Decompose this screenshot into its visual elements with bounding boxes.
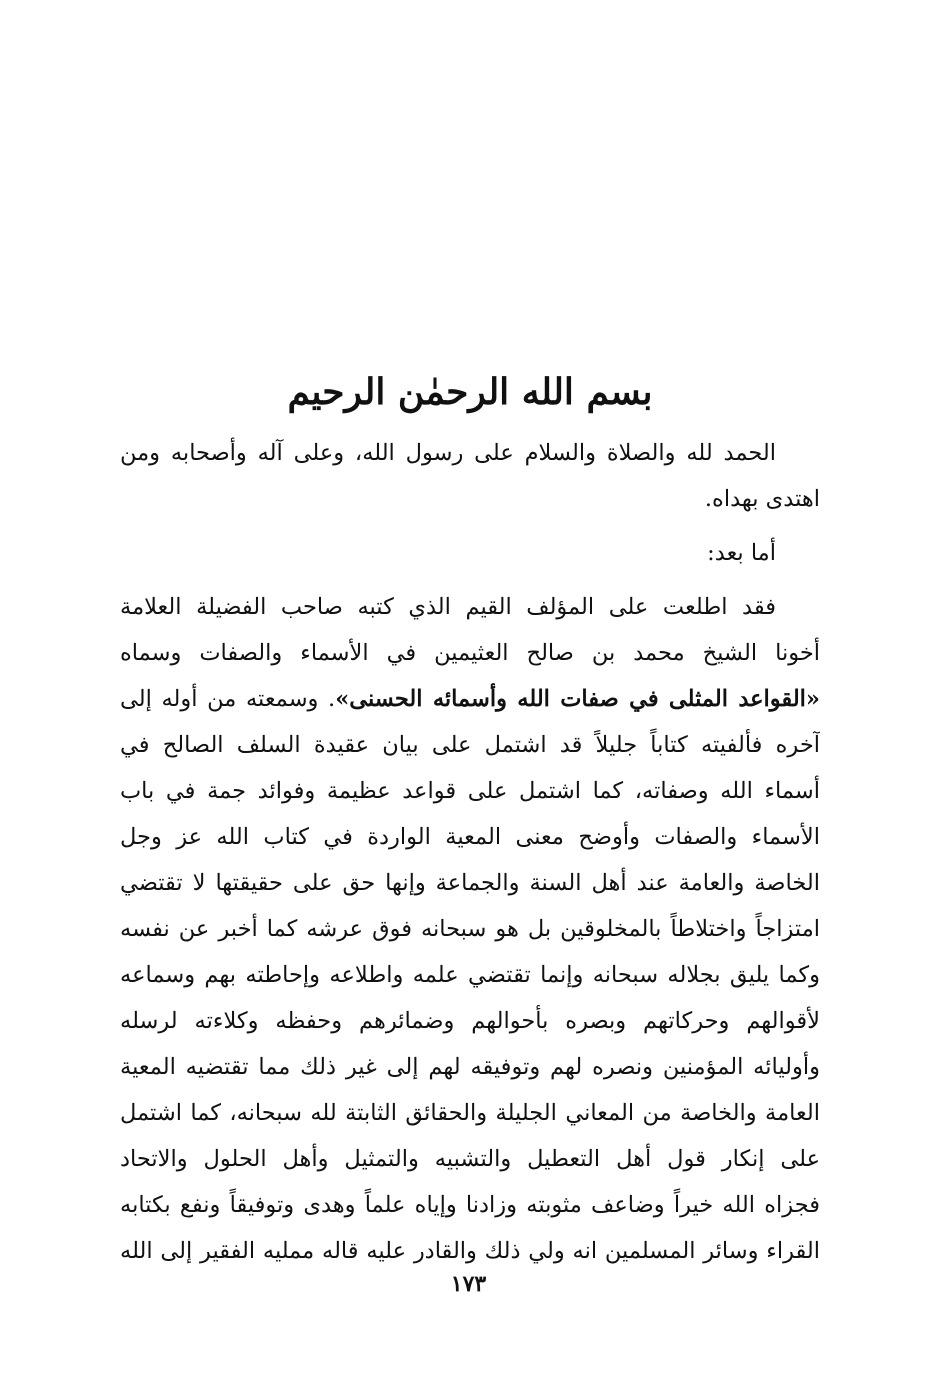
text-line: فجزاه الله خيراً وضاعف مثوبته وزادنا وإياه علماً وهدى وتوفيقاً ونفع بكتابه bbox=[120, 1192, 820, 1218]
text-line: امتزاجاً واختلاطاً بالمخلوقين بل هو سبحانه فوق عرشه كما أخبر عن نفسه bbox=[120, 916, 820, 942]
basmala-heading: بسم الله الرحمٰن الرحيم bbox=[287, 371, 653, 413]
text-line: الحمد لله والصلاة والسلام على رسول الله، وعلى آله وأصحابه ومن bbox=[120, 440, 776, 466]
book-title: «القواعد المثلى في صفات الله وأسمائه الحسنى» bbox=[335, 686, 820, 712]
text-line: اهتدى بهداه. bbox=[704, 486, 820, 512]
text-line: وأوليائه المؤمنين ونصره لهم وتوفيقه لهم إلى غير ذلك مما تقتضيه المعية bbox=[120, 1054, 820, 1080]
text-line: أخونا الشيخ محمد بن صالح العثيمين في الأسماء والصفات وسماه bbox=[120, 640, 820, 666]
text-line: أما بعد: bbox=[707, 540, 776, 566]
text-line: فقد اطلعت على المؤلف القيم الذي كتبه صاحب الفضيلة العلامة bbox=[120, 594, 776, 620]
text-line: القراء وسائر المسلمين انه ولي ذلك والقادر عليه قاله ممليه الفقير إلى الله bbox=[120, 1238, 820, 1264]
text-line: الخاصة والعامة عند أهل السنة والجماعة وإنها حق على حقيقتها لا تقتضي bbox=[120, 870, 820, 896]
text-line: أسماء الله وصفاته، كما اشتمل على قواعد عظيمة وفوائد جمة في باب bbox=[120, 778, 820, 804]
text-line: لأقوالهم وحركاتهم وبصره بأحوالهم وضمائرهم وحفظه وكلاءته لرسله bbox=[120, 1008, 820, 1034]
text-line: الأسماء والصفات وأوضح معنى المعية الواردة في كتاب الله عز وجل bbox=[120, 824, 820, 850]
page-number: ١٧٣ bbox=[450, 1271, 487, 1297]
text-line: على إنكار قول أهل التعطيل والتشبيه والتمثيل وأهل الحلول والاتحاد bbox=[120, 1146, 820, 1172]
text-fragment: . وسمعته من أوله إلى bbox=[120, 686, 336, 712]
text-line: العامة والخاصة من المعاني الجليلة والحقائق الثابتة لله سبحانه، كما اشتمل bbox=[120, 1100, 820, 1126]
amma-bad-line bbox=[120, 530, 820, 576]
text-line: آخره فألفيته كتاباً جليلاً قد اشتمل على بيان عقيدة السلف الصالح في bbox=[120, 732, 820, 758]
text-line: وكما يليق بجلاله سبحانه وإنما تقتضي علمه واطلاعه وإحاطته بهم وسماعه bbox=[120, 962, 820, 988]
greeting-paragraph bbox=[120, 430, 820, 522]
text-line bbox=[120, 676, 820, 722]
body-paragraph bbox=[120, 584, 820, 1274]
